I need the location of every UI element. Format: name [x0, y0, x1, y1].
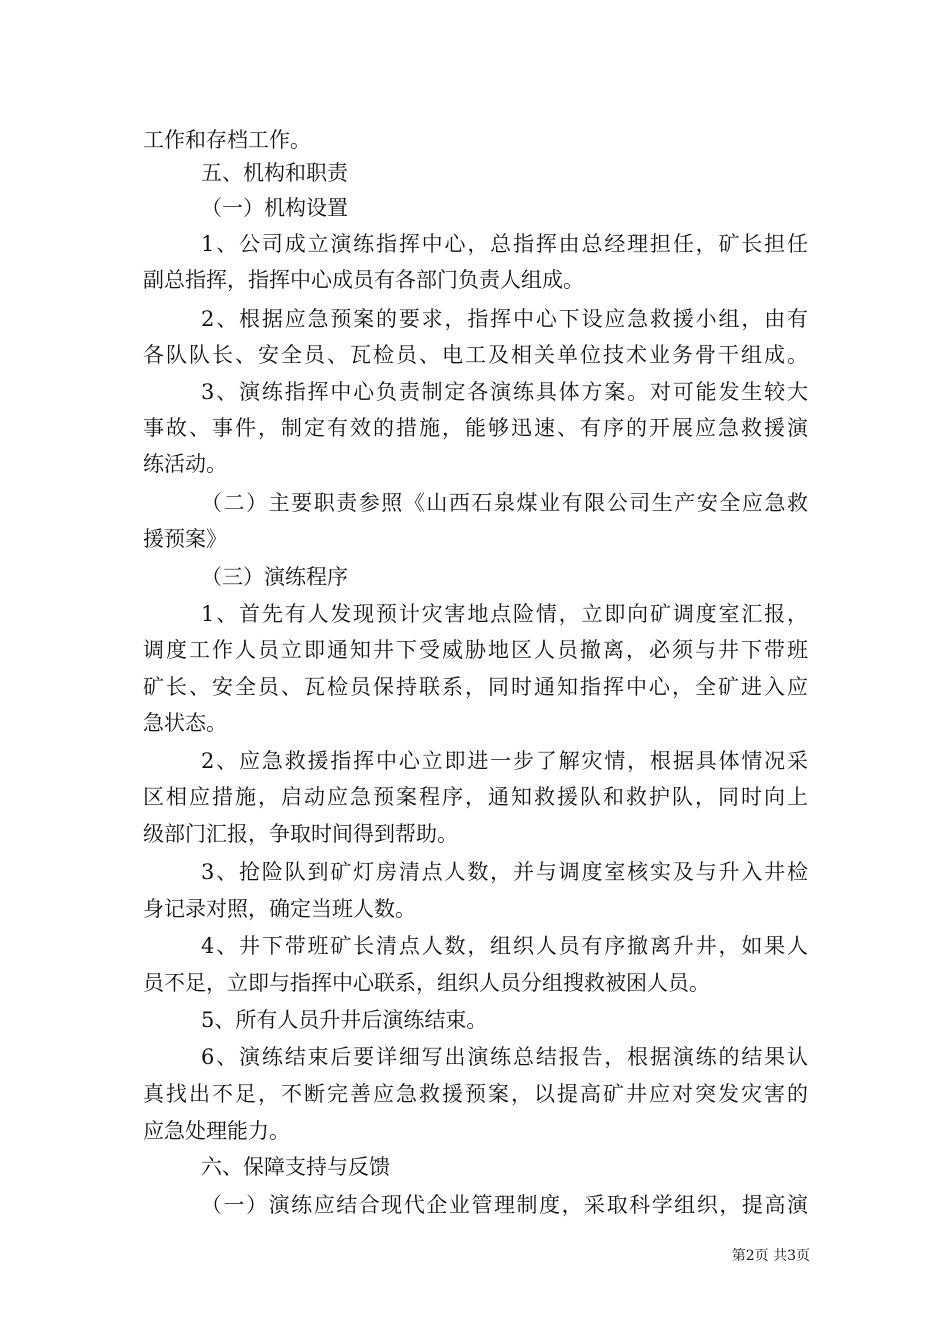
text-line: 真找出不足，不断完善应急救援预案，以提高矿井应对突发灾害的: [143, 1082, 808, 1106]
text-line: 各队队长、安全员、瓦检员、电工及相关单位技术业务骨干组成。: [143, 343, 808, 367]
text-line: 副总指挥，指挥中心成员有各部门负责人组成。: [143, 268, 584, 292]
text-line: 调度工作人员立即通知井下受威胁地区人员撤离，必须与井下带班: [143, 638, 808, 662]
text-line: 工作和存档工作。: [143, 128, 311, 152]
subsection-heading: （三）演练程序: [201, 565, 348, 589]
text-line: 4、井下带班矿长清点人数，组织人员有序撤离升井，如果人: [201, 934, 808, 958]
text-line: 2、应急救援指挥中心立即进一步了解灾情，根据具体情况采: [201, 749, 808, 773]
text-line: 事故、事件，制定有效的措施，能够迅速、有序的开展应急救援演: [143, 416, 808, 440]
text-line: 6、演练结束后要详细写出演练总结报告，根据演练的结果认: [201, 1045, 808, 1069]
text-line: 级部门汇报，争取时间得到帮助。: [143, 822, 458, 846]
subsection-heading: （一）机构设置: [201, 196, 348, 220]
text-line: 急状态。: [143, 711, 227, 735]
section-heading: 六、保障支持与反馈: [201, 1155, 390, 1179]
text-line: 员不足，立即与指挥中心联系，组织人员分组搜救被困人员。: [143, 971, 710, 995]
text-line: （二）主要职责参照《山西石泉煤业有限公司生产安全应急救: [201, 491, 808, 515]
text-line: 1、首先有人发现预计灾害地点险情，立即向矿调度室汇报，: [201, 602, 808, 626]
text-line: 3、演练指挥中心负责制定各演练具体方案。对可能发生较大: [201, 380, 808, 404]
text-line: 3、抢险队到矿灯房清点人数，并与调度室核实及与升入井检: [201, 860, 808, 884]
text-line: 矿长、安全员、瓦检员保持联系，同时通知指挥中心，全矿进入应: [143, 675, 808, 699]
text-line: 5、所有人员升井后演练结束。: [201, 1008, 488, 1032]
text-line: 练活动。: [143, 452, 227, 476]
text-line: 1、公司成立演练指挥中心，总指挥由总经理担任，矿长担任: [201, 232, 808, 256]
text-line: （一）演练应结合现代企业管理制度，采取科学组织，提高演: [201, 1193, 808, 1217]
text-line: 应急处理能力。: [143, 1119, 290, 1143]
page-number: 第2页 共3页: [731, 1248, 810, 1264]
text-line: 身记录对照，确定当班人数。: [143, 897, 416, 921]
section-heading: 五、机构和职责: [201, 161, 348, 185]
text-line: 区相应措施，启动应急预案程序，通知救援队和救护队，同时向上: [143, 785, 808, 809]
text-line: 援预案》: [143, 527, 227, 551]
text-line: 2、根据应急预案的要求，指挥中心下设应急救援小组，由有: [201, 307, 808, 331]
